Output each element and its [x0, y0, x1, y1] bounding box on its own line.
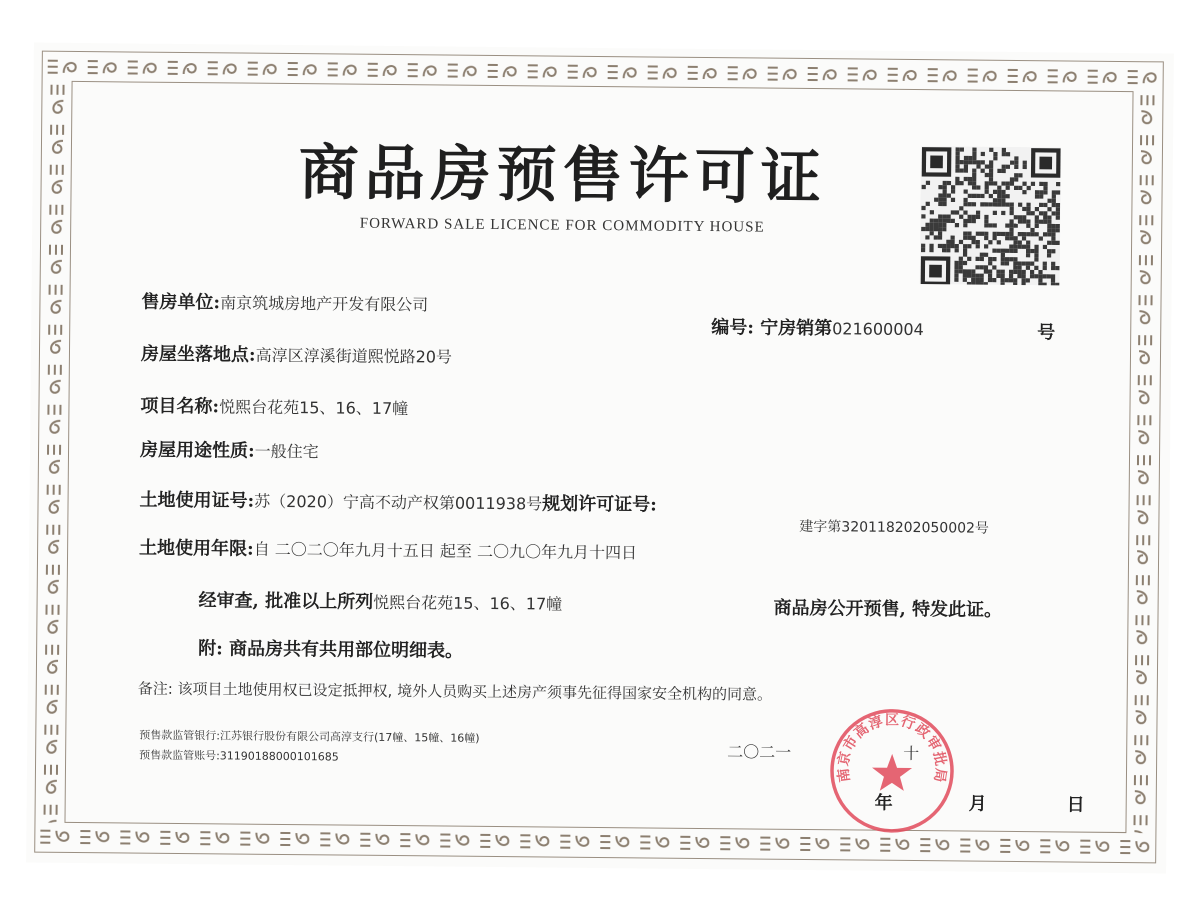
bank-line: 预售款监管银行:江苏银行股份有限公司高淳支行(17幢、15幢、16幢)	[139, 728, 480, 745]
bank-row	[139, 727, 479, 746]
approval-suffix-row	[773, 594, 1002, 622]
date-month-num: 十	[903, 743, 920, 764]
number-label: 编号: 宁房销第	[711, 317, 833, 340]
date-day-unit: 日	[1066, 794, 1085, 816]
number-suffix-row	[1037, 318, 1055, 344]
planning-row	[799, 516, 989, 538]
planning-label: 规划许可证号:	[542, 493, 657, 516]
approval-suffix: 商品房公开预售, 特发此证。	[773, 597, 1003, 621]
location-label: 房屋坐落地点:	[140, 343, 256, 366]
date-year: 二〇二一	[727, 742, 792, 762]
date-year-unit: 年	[874, 792, 893, 814]
number-suffix: 号	[1037, 322, 1056, 344]
number-value: 021600004	[832, 319, 924, 340]
land-cert-label: 土地使用证号:	[139, 489, 255, 512]
land-term-value: 自 二〇二〇年九月十五日 起至 二〇九〇年九月十四日	[253, 539, 638, 563]
document-subtitle: FORWARD SALE LICENCE FOR COMMODITY HOUSE	[359, 215, 765, 236]
project-row	[140, 392, 408, 421]
approval-prefix: 经审查, 批准以上所列	[198, 590, 374, 613]
approval-project: 悦熙台花苑15、16、17幢	[373, 592, 563, 614]
land-cert-value: 苏（2020）宁高不动产权第0011938号	[254, 491, 543, 514]
location-row	[141, 340, 452, 369]
date-day-unit-row	[1067, 790, 1085, 816]
date-month-unit-row	[969, 790, 987, 816]
official-seal	[826, 705, 957, 836]
approval-row	[199, 586, 563, 615]
usage-label: 房屋用途性质:	[139, 439, 255, 462]
usage-value: 一般住宅	[254, 441, 319, 462]
account-row	[139, 747, 339, 765]
account-line: 预售款监管账号:31190188000101685	[139, 748, 339, 764]
qr-code[interactable]	[920, 146, 1061, 285]
remark-text: 备注: 该项目土地使用权已设定抵押权, 境外人员购买上述房产须事先征得国家安全机构的同意。	[137, 679, 773, 704]
usage-row	[140, 436, 319, 464]
project-value: 悦熙台花苑15、16、17幢	[219, 397, 409, 419]
document-title: 商品房预售许可证	[298, 138, 828, 214]
land-term-row	[139, 534, 637, 565]
date-year-row	[727, 739, 791, 763]
seal-text: 南京市高淳区行政审批局	[835, 712, 949, 785]
attachment-text: 附: 商品房共有共用部位明细表。	[198, 638, 464, 662]
planning-value: 建字第320118202050002号	[799, 518, 990, 537]
land-term-label: 土地使用年限:	[139, 537, 254, 560]
seller-value: 南京筑城房地产开发有限公司	[220, 293, 429, 315]
license-document	[26, 43, 1174, 874]
date-month-unit: 月	[968, 793, 987, 815]
location-value: 高淳区淳溪街道熙悦路20号	[255, 345, 453, 367]
seller-row	[141, 288, 428, 317]
project-label: 项目名称:	[140, 395, 220, 418]
land-cert-row	[139, 486, 657, 517]
attachment-row	[198, 634, 463, 663]
number-row	[711, 313, 924, 341]
seller-label: 售房单位:	[141, 291, 221, 314]
